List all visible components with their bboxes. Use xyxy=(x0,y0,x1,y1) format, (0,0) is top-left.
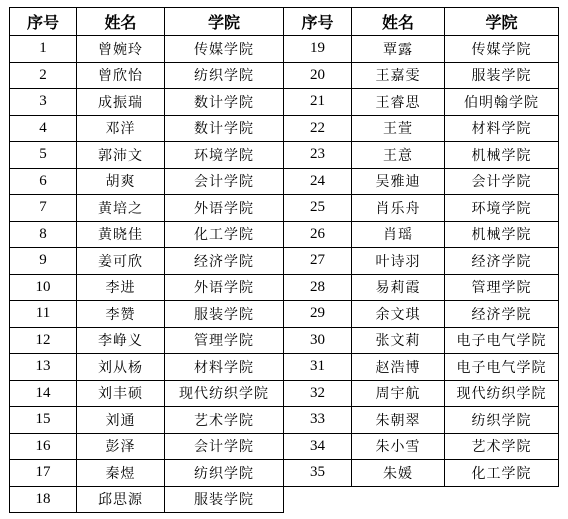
cell-no: 27 xyxy=(284,248,352,275)
empty-cell xyxy=(445,486,559,513)
cell-no: 31 xyxy=(284,354,352,381)
cell-no: 35 xyxy=(284,460,352,487)
header-college-right: 学院 xyxy=(445,8,559,36)
cell-no: 7 xyxy=(10,195,77,222)
cell-name: 王嘉雯 xyxy=(352,62,445,89)
cell-college: 外语学院 xyxy=(165,274,284,301)
cell-college: 纺织学院 xyxy=(165,460,284,487)
cell-college: 艺术学院 xyxy=(445,433,559,460)
header-college-left: 学院 xyxy=(165,8,284,36)
cell-no: 25 xyxy=(284,195,352,222)
empty-cell xyxy=(352,486,445,513)
table-body xyxy=(10,36,559,513)
cell-college: 电子电气学院 xyxy=(445,354,559,381)
student-roster-table xyxy=(9,7,559,513)
cell-no: 28 xyxy=(284,274,352,301)
cell-no: 1 xyxy=(10,36,77,63)
cell-name: 肖瑶 xyxy=(352,221,445,248)
header-name-left: 姓名 xyxy=(77,8,165,36)
cell-no: 15 xyxy=(10,407,77,434)
cell-college: 经济学院 xyxy=(165,248,284,275)
cell-name: 黄晓佳 xyxy=(77,221,165,248)
cell-college: 会计学院 xyxy=(165,433,284,460)
cell-no: 10 xyxy=(10,274,77,301)
cell-no: 20 xyxy=(284,62,352,89)
cell-name: 易莉霞 xyxy=(352,274,445,301)
cell-no: 21 xyxy=(284,89,352,116)
header-no-left: 序号 xyxy=(10,8,77,36)
cell-college: 化工学院 xyxy=(165,221,284,248)
cell-no: 9 xyxy=(10,248,77,275)
cell-name: 黄培之 xyxy=(77,195,165,222)
cell-name: 肖乐舟 xyxy=(352,195,445,222)
cell-name: 张文莉 xyxy=(352,327,445,354)
table-row xyxy=(10,327,559,354)
cell-name: 朱媛 xyxy=(352,460,445,487)
cell-no: 13 xyxy=(10,354,77,381)
cell-no: 11 xyxy=(10,301,77,328)
table-row xyxy=(10,36,559,63)
cell-no: 3 xyxy=(10,89,77,116)
cell-name: 曾婉玲 xyxy=(77,36,165,63)
cell-college: 数计学院 xyxy=(165,89,284,116)
header-name-right: 姓名 xyxy=(352,8,445,36)
cell-college: 会计学院 xyxy=(445,168,559,195)
cell-no: 6 xyxy=(10,168,77,195)
table-row xyxy=(10,354,559,381)
cell-name: 曾欣怡 xyxy=(77,62,165,89)
cell-college: 化工学院 xyxy=(445,460,559,487)
cell-name: 姜可欣 xyxy=(77,248,165,275)
cell-college: 伯明翰学院 xyxy=(445,89,559,116)
cell-college: 管理学院 xyxy=(165,327,284,354)
cell-name: 叶诗羽 xyxy=(352,248,445,275)
cell-name: 刘通 xyxy=(77,407,165,434)
cell-college: 服装学院 xyxy=(445,62,559,89)
cell-college: 纺织学院 xyxy=(165,62,284,89)
table-row xyxy=(10,89,559,116)
table-row xyxy=(10,168,559,195)
cell-no: 32 xyxy=(284,380,352,407)
table-row xyxy=(10,142,559,169)
cell-name: 李赞 xyxy=(77,301,165,328)
cell-college: 管理学院 xyxy=(445,274,559,301)
cell-name: 赵浩博 xyxy=(352,354,445,381)
cell-name: 彭泽 xyxy=(77,433,165,460)
cell-name: 覃露 xyxy=(352,36,445,63)
table-row xyxy=(10,301,559,328)
cell-no: 30 xyxy=(284,327,352,354)
cell-college: 会计学院 xyxy=(165,168,284,195)
cell-no: 2 xyxy=(10,62,77,89)
cell-college: 经济学院 xyxy=(445,301,559,328)
cell-no: 22 xyxy=(284,115,352,142)
cell-no: 8 xyxy=(10,221,77,248)
cell-college: 电子电气学院 xyxy=(445,327,559,354)
cell-no: 34 xyxy=(284,433,352,460)
cell-college: 艺术学院 xyxy=(165,407,284,434)
cell-college: 服装学院 xyxy=(165,486,284,513)
header-row xyxy=(10,8,559,36)
cell-name: 秦煜 xyxy=(77,460,165,487)
cell-no: 23 xyxy=(284,142,352,169)
cell-college: 环境学院 xyxy=(165,142,284,169)
cell-name: 王意 xyxy=(352,142,445,169)
table-row xyxy=(10,433,559,460)
cell-name: 王萱 xyxy=(352,115,445,142)
cell-name: 李峥义 xyxy=(77,327,165,354)
table-row xyxy=(10,62,559,89)
cell-name: 邱思源 xyxy=(77,486,165,513)
cell-no: 19 xyxy=(284,36,352,63)
cell-college: 外语学院 xyxy=(165,195,284,222)
table-header xyxy=(10,8,559,36)
cell-no: 18 xyxy=(10,486,77,513)
table-row xyxy=(10,115,559,142)
cell-college: 材料学院 xyxy=(445,115,559,142)
cell-no: 5 xyxy=(10,142,77,169)
cell-no: 16 xyxy=(10,433,77,460)
cell-college: 数计学院 xyxy=(165,115,284,142)
cell-name: 余文琪 xyxy=(352,301,445,328)
cell-name: 胡爽 xyxy=(77,168,165,195)
table-row xyxy=(10,407,559,434)
cell-no: 17 xyxy=(10,460,77,487)
table-row xyxy=(10,486,559,513)
cell-no: 26 xyxy=(284,221,352,248)
table-row xyxy=(10,380,559,407)
cell-college: 材料学院 xyxy=(165,354,284,381)
cell-college: 纺织学院 xyxy=(445,407,559,434)
cell-no: 4 xyxy=(10,115,77,142)
table-row xyxy=(10,274,559,301)
cell-college: 经济学院 xyxy=(445,248,559,275)
cell-college: 机械学院 xyxy=(445,221,559,248)
cell-name: 郭沛文 xyxy=(77,142,165,169)
cell-name: 李进 xyxy=(77,274,165,301)
cell-name: 朱小雪 xyxy=(352,433,445,460)
cell-name: 刘从杨 xyxy=(77,354,165,381)
cell-name: 吴雅迪 xyxy=(352,168,445,195)
cell-name: 邓洋 xyxy=(77,115,165,142)
cell-name: 周宇航 xyxy=(352,380,445,407)
cell-college: 机械学院 xyxy=(445,142,559,169)
cell-college: 传媒学院 xyxy=(445,36,559,63)
cell-college: 环境学院 xyxy=(445,195,559,222)
cell-no: 14 xyxy=(10,380,77,407)
cell-college: 服装学院 xyxy=(165,301,284,328)
cell-no: 12 xyxy=(10,327,77,354)
table-row xyxy=(10,195,559,222)
empty-cell xyxy=(284,486,352,513)
table-row xyxy=(10,221,559,248)
cell-no: 33 xyxy=(284,407,352,434)
table-row xyxy=(10,460,559,487)
cell-college: 传媒学院 xyxy=(165,36,284,63)
cell-no: 29 xyxy=(284,301,352,328)
cell-name: 刘丰硕 xyxy=(77,380,165,407)
cell-college: 现代纺织学院 xyxy=(445,380,559,407)
cell-name: 王睿思 xyxy=(352,89,445,116)
cell-no: 24 xyxy=(284,168,352,195)
cell-name: 成振瑞 xyxy=(77,89,165,116)
table-row xyxy=(10,248,559,275)
cell-college: 现代纺织学院 xyxy=(165,380,284,407)
header-no-right: 序号 xyxy=(284,8,352,36)
cell-name: 朱朝翠 xyxy=(352,407,445,434)
